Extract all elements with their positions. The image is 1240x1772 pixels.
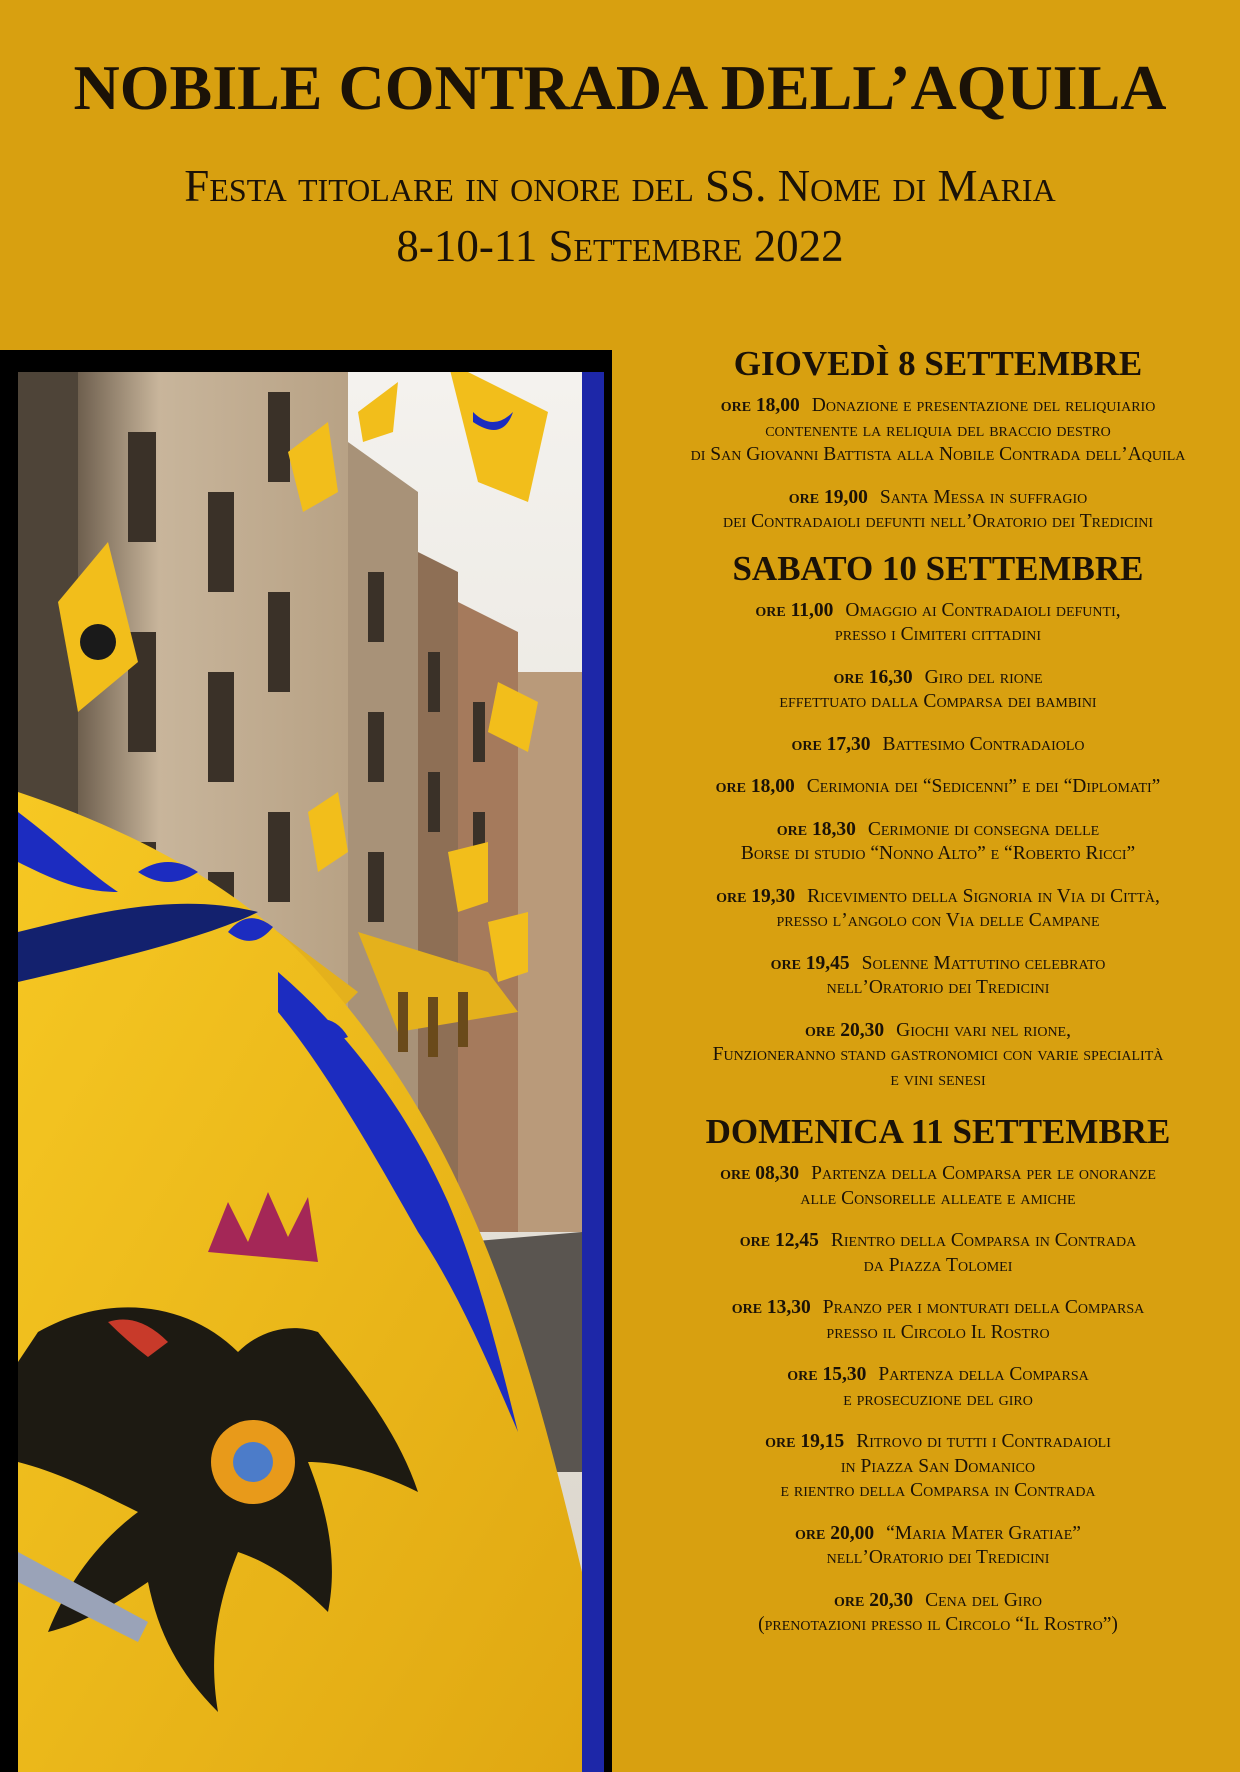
event-description: e prosecuzione del giro <box>843 1388 1033 1410</box>
event-line <box>650 690 1226 715</box>
event-line <box>650 510 1226 535</box>
schedule-event <box>650 1363 1226 1412</box>
event-line <box>650 1162 1226 1187</box>
event-line <box>650 885 1226 910</box>
event-line <box>650 775 1226 800</box>
schedule-event <box>650 818 1226 867</box>
event-time: ore 20,30 <box>833 1589 914 1611</box>
flag-parade-illustration <box>18 372 582 1772</box>
event-time: ore 15,30 <box>787 1364 867 1385</box>
event-description: Partenza della Comparsa per le onoranze <box>811 1163 1156 1184</box>
event-time: ore 19,00 <box>788 486 868 508</box>
event-description: Cerimonie di consegna delle <box>867 818 1100 840</box>
event-description: “Maria Mater Gratiae” <box>886 1522 1081 1544</box>
event-line <box>650 486 1226 511</box>
event-line <box>650 909 1226 934</box>
schedule-event <box>650 733 1226 758</box>
schedule-event <box>650 666 1226 715</box>
event-description: Giochi vari nel rione, <box>896 1019 1071 1041</box>
event-line <box>650 1363 1226 1388</box>
event-description: Borse di studio “Nonno Alto” e “Roberto Ricci” <box>740 843 1136 864</box>
event-description: e vini senesi <box>890 1068 986 1090</box>
event-description: Donazione e presentazione del reliquiario <box>811 395 1156 416</box>
event-description: Rientro della Comparsa in Contrada <box>830 1230 1137 1251</box>
event-time: ore 17,30 <box>791 733 871 755</box>
event-line <box>650 1455 1226 1480</box>
schedule-event <box>650 1430 1226 1504</box>
event-line <box>650 599 1226 624</box>
event-line <box>650 1388 1226 1413</box>
event-time: ore 12,45 <box>739 1230 819 1251</box>
event-description: presso il Circolo Il Rostro <box>826 1321 1050 1343</box>
event-description: Ritrovo di tutti i Contradaioli <box>856 1431 1111 1452</box>
event-line <box>650 842 1226 867</box>
event-line <box>650 1546 1226 1571</box>
event-line <box>650 1589 1226 1614</box>
event-time: ore 08,30 <box>720 1163 800 1184</box>
event-line <box>650 1019 1226 1044</box>
event-description: Pranzo per i monturati della Comparsa <box>822 1297 1145 1318</box>
event-description: presso i Cimiteri cittadini <box>834 624 1042 645</box>
event-description: Funzioneranno stand gastronomici con varie specialità <box>712 1044 1164 1065</box>
event-line <box>650 1043 1226 1068</box>
event-description: Ricevimento della Signoria in Via di Città, <box>807 885 1160 907</box>
event-time: ore 18,30 <box>776 818 856 840</box>
event-line <box>650 818 1226 843</box>
event-line <box>650 1613 1226 1638</box>
event-description: di San Giovanni Battista alla Nobile Contrada dell’Aquila <box>690 444 1186 465</box>
event-description: contenente la reliquia del braccio destro <box>765 419 1111 441</box>
event-description: dei Contradaioli defunti nell’Oratorio dei Tredicini <box>722 511 1154 532</box>
poster-title: NOBILE CONTRADA DELL’AQUILA <box>73 52 1167 123</box>
day-heading: SABATO 10 SETTEMBRE <box>732 548 1144 588</box>
event-description: effettuato dalla Comparsa dei bambini <box>779 691 1097 712</box>
day-heading: GIOVEDÌ 8 SETTEMBRE <box>733 344 1143 383</box>
event-time: ore 19,15 <box>765 1431 845 1452</box>
event-description: Omaggio ai Contradaioli defunti, <box>845 599 1121 621</box>
event-description: presso l’angolo con Via delle Campane <box>776 910 1100 931</box>
event-line <box>650 1296 1226 1321</box>
event-line <box>650 623 1226 648</box>
event-description: Partenza della Comparsa <box>878 1364 1089 1385</box>
event-line <box>650 1187 1226 1212</box>
event-time: ore 19,45 <box>770 952 850 974</box>
event-time: ore 18,00 <box>720 395 800 416</box>
schedule-event <box>650 775 1226 800</box>
event-description: in Piazza San Domanico <box>840 1455 1036 1477</box>
event-description: da Piazza Tolomei <box>863 1254 1013 1276</box>
event-line <box>650 443 1226 468</box>
flag-parade-photo <box>18 372 582 1772</box>
event-description: nell’Oratorio dei Tredicini <box>826 1547 1050 1568</box>
event-time: ore 13,30 <box>731 1297 811 1318</box>
event-line <box>650 1479 1226 1504</box>
event-description: Battesimo Contradaiolo <box>882 733 1085 755</box>
program-schedule <box>650 342 1226 1638</box>
event-description: alle Consorelle alleate e amiche <box>800 1187 1076 1209</box>
event-description: e rientro della Comparsa in Contrada <box>780 1480 1096 1501</box>
event-line <box>650 1430 1226 1455</box>
photo-frame-blue-stripe <box>582 372 604 1772</box>
schedule-event <box>650 1162 1226 1211</box>
event-time: ore 20,00 <box>795 1522 875 1544</box>
poster-dates: 8-10-11 Settembre 2022 <box>396 221 844 271</box>
schedule-event <box>650 599 1226 648</box>
event-time: ore 11,00 <box>755 599 834 621</box>
schedule-event <box>650 952 1226 1001</box>
schedule-event <box>650 885 1226 934</box>
event-line <box>650 1254 1226 1279</box>
event-description: Solenne Mattutino celebrato <box>861 952 1106 974</box>
event-line <box>650 394 1226 419</box>
day-heading: DOMENICA 11 SETTEMBRE <box>705 1112 1171 1151</box>
poster-subtitle: Festa titolare in onore del SS. Nome di Maria <box>184 161 1056 211</box>
schedule-event <box>650 1019 1226 1093</box>
schedule-event <box>650 1589 1226 1638</box>
event-line <box>650 666 1226 691</box>
event-line <box>650 1522 1226 1547</box>
event-line <box>650 952 1226 977</box>
schedule-event <box>650 394 1226 468</box>
schedule-event <box>650 1522 1226 1571</box>
event-time: ore 19,30 <box>716 885 796 907</box>
event-line <box>650 1321 1226 1346</box>
schedule-event <box>650 486 1226 535</box>
event-line <box>650 976 1226 1001</box>
event-time: ore 18,00 <box>715 776 795 797</box>
event-line <box>650 419 1226 444</box>
event-description: Giro del rione <box>924 666 1043 688</box>
event-line <box>650 1068 1226 1093</box>
schedule-event <box>650 1229 1226 1278</box>
event-description: Cena del Giro <box>925 1589 1043 1611</box>
event-line <box>650 1229 1226 1254</box>
event-time: ore 20,30 <box>805 1019 885 1041</box>
event-description: (prenotazioni presso il Circolo “Il Rostro”) <box>758 1614 1118 1635</box>
event-description: nell’Oratorio dei Tredicini <box>826 977 1050 998</box>
event-time: ore 16,30 <box>833 666 913 688</box>
schedule-event <box>650 1296 1226 1345</box>
event-line <box>650 733 1226 758</box>
event-description: Cerimonia dei “Sedicenni” e dei “Diplomati” <box>806 776 1161 797</box>
event-description: Santa Messa in suffragio <box>879 486 1088 508</box>
